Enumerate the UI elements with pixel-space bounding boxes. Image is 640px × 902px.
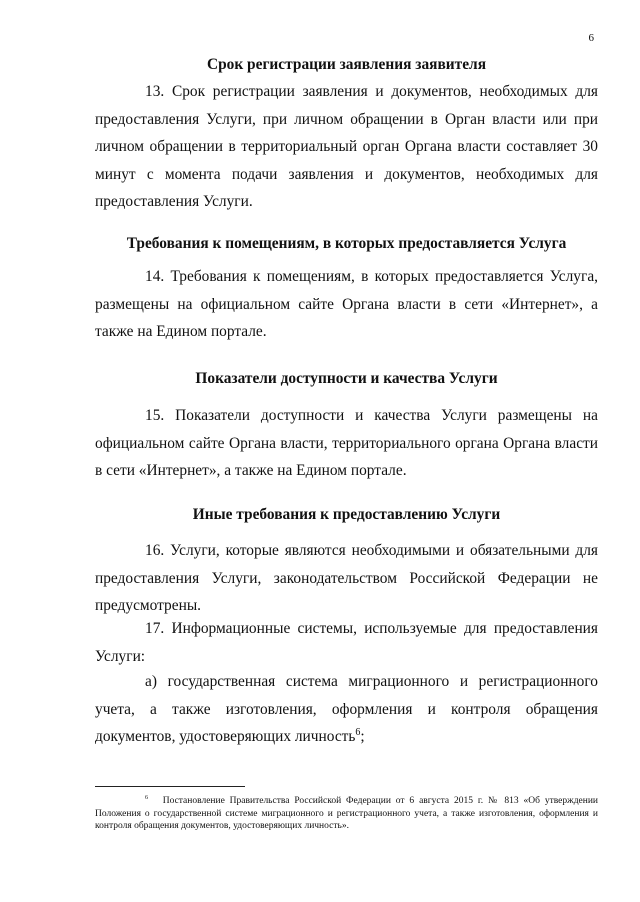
footnote-marker: 6 [145, 794, 149, 801]
paragraph-17a [95, 668, 598, 751]
section-heading-other-requirements: Иные требования к предоставлению Услуги [192, 506, 501, 523]
section-heading-premises: Требования к помещениям, в которых предоставляется Услуга [126, 235, 567, 252]
paragraph-15: 15. Показатели доступности и качества Услуги размещены на официальном сайте Органа власти, территориального органа Органа власти в сети «Интернет», а также на Едином портале. [95, 407, 598, 479]
paragraph-17a-text: а) государственная система миграционного и регистрационного учета, а также изготовления, оформления и контроля обращения документов, удостоверяющих личность [95, 673, 598, 745]
paragraph-14: 14. Требования к помещениям, в которых предоставляется Услуга, размещены на официальном сайте Органа власти в сети «Интернет», а также на Едином портале. [95, 268, 598, 340]
footnote [95, 795, 598, 833]
footnote-text: Постановление Правительства Российской Федерации от 6 августа 2015 г. № 813 «Об утверждении Положения о государственной системе миграционного и регистрационного учета, а также изготовления, оформления и контроля обращения документов, удостоверяющих личность». [95, 796, 599, 831]
paragraph-13: 13. Срок регистрации заявления и документов, необходимых для предоставления Услуги, при личном обращении в Орган власти или при личном обращении в территориальный орган Органа власти составляет 30 минут с момента подачи заявления и документов, необходимых для предоставления Услуги. [95, 83, 598, 210]
section-heading-quality-indicators: Показатели доступности и качества Услуги [195, 370, 498, 387]
paragraph-17: 17. Информационные системы, используемые для предоставления Услуги: [95, 620, 598, 665]
section-heading-registration-time: Срок регистрации заявления заявителя [206, 56, 487, 73]
footnote-body [95, 795, 598, 833]
page-number: 6 [588, 32, 594, 44]
footnote-separator [95, 786, 245, 787]
paragraph-17a-punctuation: ; [360, 728, 365, 745]
paragraph-16: 16. Услуги, которые являются необходимыми и обязательными для предоставления Услуги, законодательством Российской Федерации не предусмотрены. [95, 542, 598, 614]
footnote-reference[interactable]: 6 [355, 726, 361, 738]
